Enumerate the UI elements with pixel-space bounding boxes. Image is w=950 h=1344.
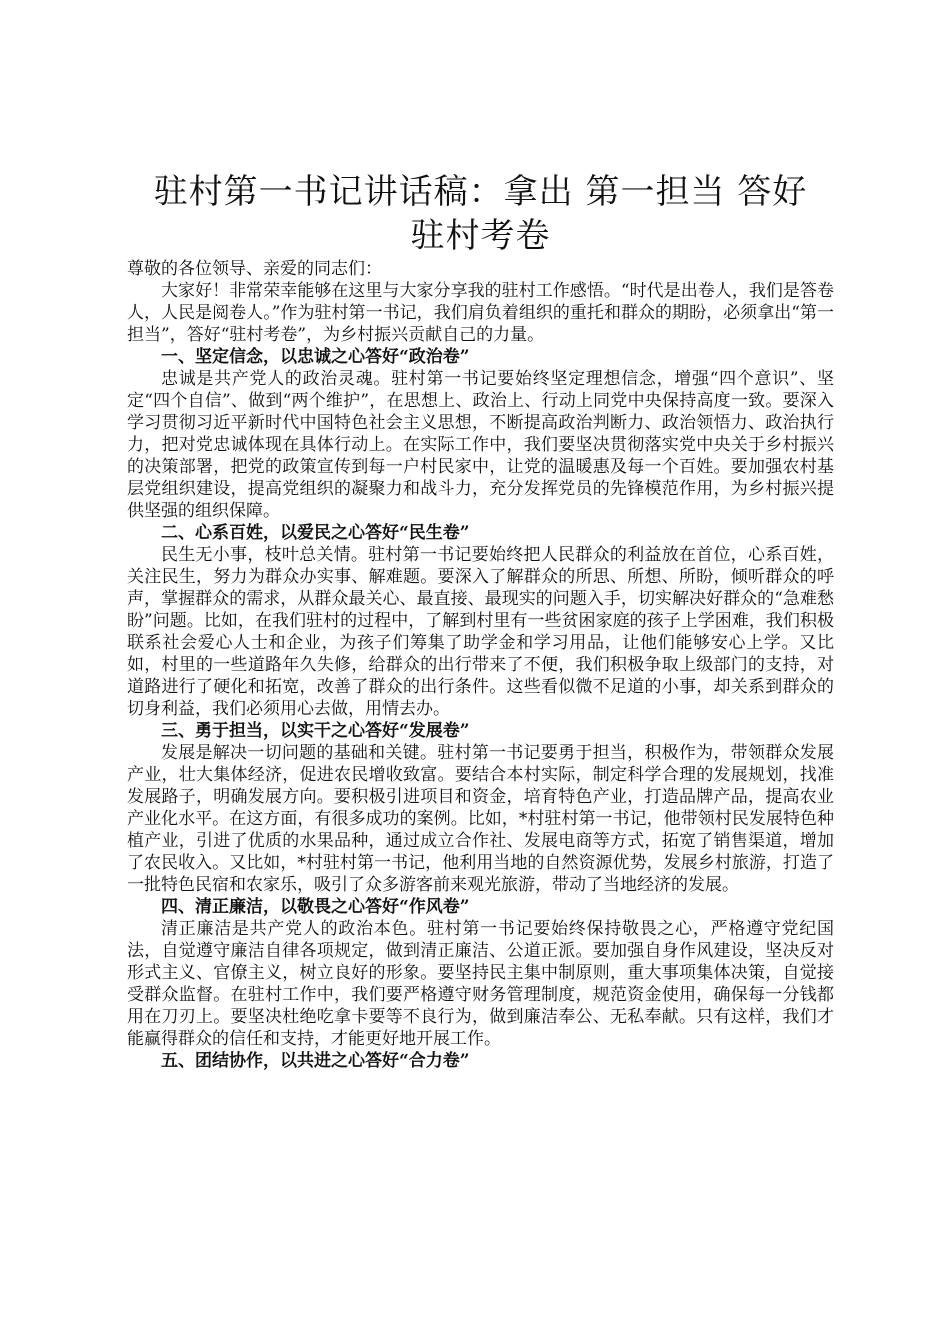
section-body-1: 忠诚是共产党人的政治灵魂。驻村第一书记要始终坚定理想信念，增强“四个意识”、坚定“四个自信”、做到“两个维护”，在思想上、政治上、行动上同党中央保持高度一致。要深入学习贯彻习近平新时代中国特色社会主义思想，不断提高政治判断力、政治领悟力、政治执行力，把对党忠诚体现在具体行动上。在实际工作中，我们要坚决贯彻落实党中央关于乡村振兴的决策部署，把党的政策宣传到每一户村民家中，让党的温暖惠及每一个百姓。要加强农村基层党组织建设，提高党组织的凝聚力和战斗力，充分发挥党员的先锋模范作用，为乡村振兴提供坚强的组织保障。: [127, 369, 834, 521]
title-line-2: 驻村考卷: [410, 216, 551, 256]
section-body-4: 清正廉洁是共产党人的政治本色。驻村第一书记要始终保持敬畏之心，严格遵守党纪国法，自觉遵守廉洁自律各项规定，做到清正廉洁、公道正派。要加强自身作风建设，坚决反对形式主义、官僚主义，树立良好的形象。要坚持民主集中制原则，重大事项集体决策，自觉接受群众监督。在驻村工作中，我们要严格遵守财务管理制度，规范资金使用，确保每一分钱都用在刀刃上。要坚决杜绝吃拿卡要等不良行为，做到廉洁奉公、无私奉献。只有这样，我们才能赢得群众的信任和支持，才能更好地开展工作。: [127, 919, 834, 1049]
section-heading-5: 五、团结协作，以共进之心答好“合力卷”: [161, 1051, 470, 1071]
title-line-1: 驻村第一书记讲话稿：拿出 第一担当 答好: [153, 172, 808, 212]
section-heading-1: 一、坚定信念，以忠诚之心答好“政治卷”: [161, 347, 470, 367]
section-heading-3: 三、勇于担当，以实干之心答好“发展卷”: [161, 721, 470, 741]
section-body-3: 发展是解决一切问题的基础和关键。驻村第一书记要勇于担当，积极作为，带领群众发展产业，壮大集体经济，促进农民增收致富。要结合本村实际，制定科学合理的发展规划，找准发展路子，明确发展方向。要积极引进项目和资金，培育特色产业，打造品牌产品，提高农业产业化水平。在这方面，有很多成功的案例。比如，*村驻村第一书记，他带领村民发展特色种植产业，引进了优质的水果品种，通过成立合作社、发展电商等方式，拓宽了销售渠道，增加了农民收入。又比如，*村驻村第一书记，他利用当地的自然资源优势，发展乡村旅游，打造了一批特色民宿和农家乐，吸引了众多游客前来观光旅游，带动了当地经济的发展。: [127, 743, 834, 895]
section-heading-4: 四、清正廉洁，以敬畏之心答好“作风卷”: [161, 897, 470, 917]
document-title: [127, 170, 834, 258]
section-heading-2: 二、心系百姓，以爱民之心答好“民生卷”: [161, 523, 470, 543]
salutation: 尊敬的各位领导、亲爱的同志们：: [127, 259, 382, 279]
document-content: [127, 170, 834, 1072]
intro-paragraph: 大家好！非常荣幸能够在这里与大家分享我的驻村工作感悟。“时代是出卷人，我们是答卷人，人民是阅卷人。”作为驻村第一书记，我们肩负着组织的重托和群众的期盼，必须拿出“第一担当”，答好“驻村考卷”，为乡村振兴贡献自己的力量。: [127, 281, 834, 345]
section-body-2: 民生无小事，枝叶总关情。驻村第一书记要始终把人民群众的利益放在首位，心系百姓，关注民生，努力为群众办实事、解难题。要深入了解群众的所思、所想、所盼，倾听群众的呼声，掌握群众的需求，从群众最关心、最直接、最现实的问题入手，切实解决好群众的“急难愁盼”问题。比如，在我们驻村的过程中，了解到村里有一些贫困家庭的孩子上学困难，我们积极联系社会爱心人士和企业，为孩子们筹集了助学金和学习用品，让他们能够安心上学。又比如，村里的一些道路年久失修，给群众的出行带来了不便，我们积极争取上级部门的支持，对道路进行了硬化和拓宽，改善了群众的出行条件。这些看似微不足道的小事，却关系到群众的切身利益，我们必须用心去做，用情去办。: [127, 545, 834, 719]
